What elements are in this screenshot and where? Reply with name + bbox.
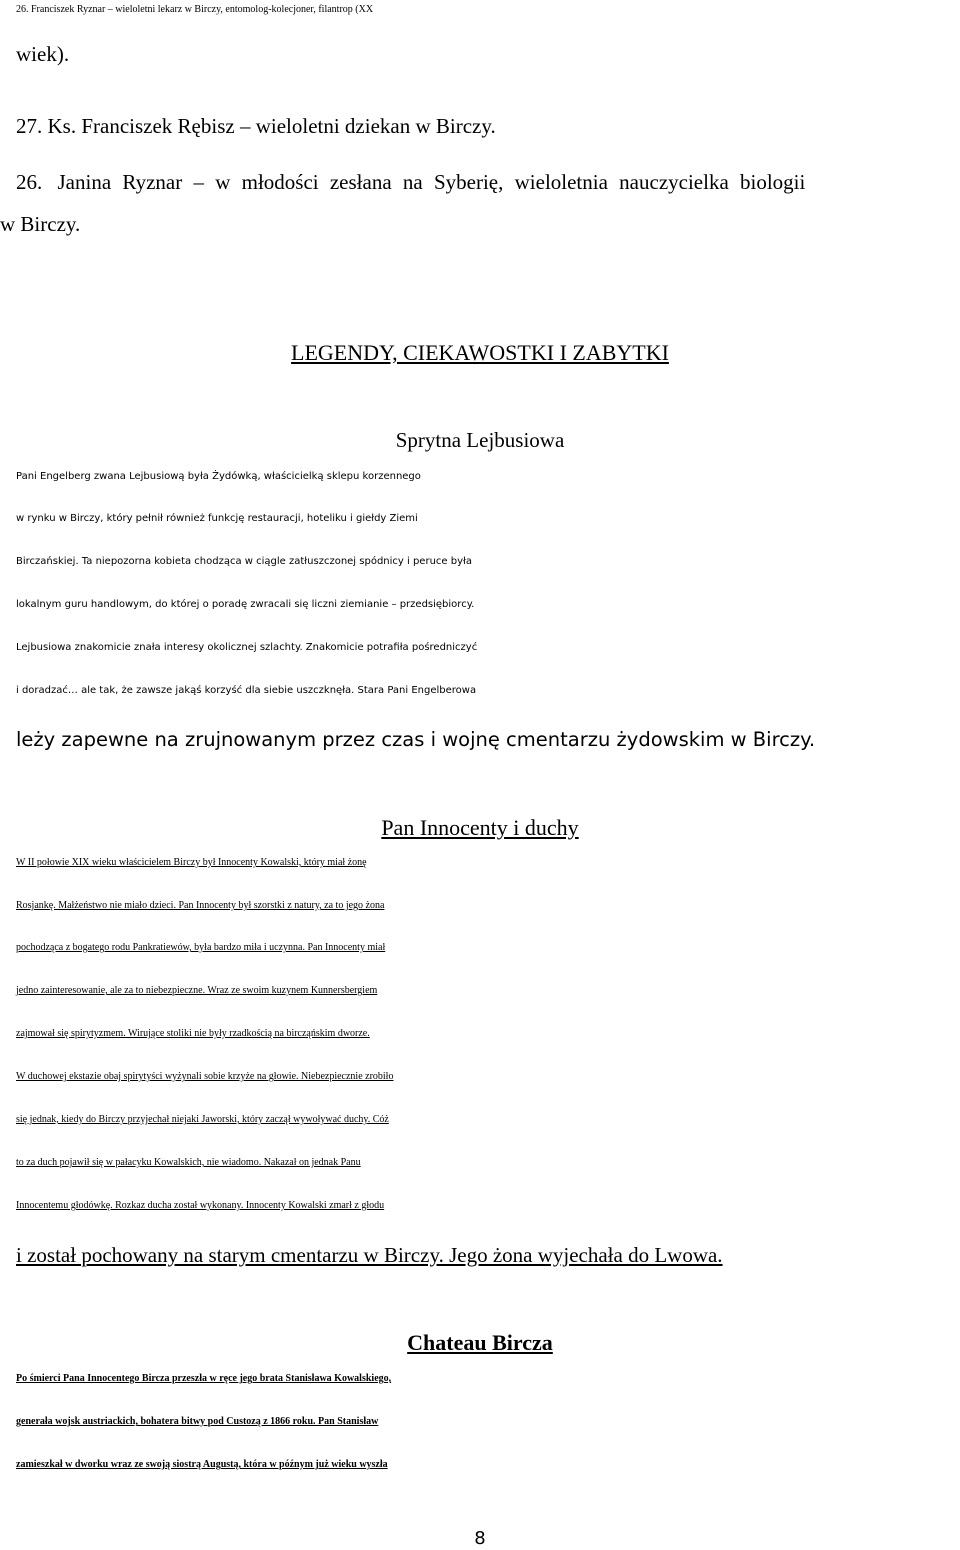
legend1-line: Pani Engelberg zwana Lejbusiową była Żydówką, właścicielką sklepu korzennego <box>16 471 421 482</box>
list-item-26-janina <box>16 170 956 195</box>
legend2-line: Rosjankę. Małżeństwo nie miało dzieci. Pan Innocenty był szorstki z natury, za to jego żona <box>16 900 385 911</box>
list-item-26-ryznar-line1: 26. Franciszek Ryznar – wieloletni lekarz w Birczy, entomolog-kolecjoner, filantrop (XX <box>16 4 374 15</box>
legend2-line: zajmował się spirytyzmem. Wirujące stoliki nie były rzadkością na bircząńskim dworze. <box>16 1028 370 1039</box>
legend2-line: jedno zainteresowanie, ale za to niebezpieczne. Wraz ze swoim kuzynem Kunnersbergiem <box>16 985 378 996</box>
legend1-line: Birczańskiej. Ta niepozorna kobieta chodząca w ciągle zatłuszczonej spódnicy i peruce była <box>16 556 472 567</box>
legend3-line: zamieszkał w dworku wraz ze swoją siostrą Augustą, która w późnym już wieku wyszła <box>16 1459 388 1470</box>
list-item-27-rebisz: 27. Ks. Franciszek Rębisz – wieloletni dziekan w Birczy. <box>16 114 496 138</box>
section-title: LEGENDY, CIEKAWOSTKI I ZABYTKI <box>291 340 669 365</box>
legend2-line: W duchowej ekstazie obaj spirytyści wyżynali sobie krzyże na głowie. Niebezpiecznie zrobiło <box>16 1071 394 1082</box>
list-item-26-ryznar-line2: wiek). <box>16 42 70 66</box>
legend2-line: pochodząca z bogatego rodu Pankratiewów, była bardzo miła i uczynna. Pan Innocenty miał <box>16 942 386 953</box>
legend3-line: generała wojsk austriackich, bohatera bitwy pod Custozą z 1866 roku. Pan Stanisław <box>16 1416 379 1427</box>
legend2-line: i został pochowany na starym cmentarzu w Birczy. Jego żona wyjechała do Lwowa. <box>16 1243 723 1267</box>
legend2-line: się jednak, kiedy do Birczy przyjechał niejaki Jaworski, który zaczął wywoływać duchy. Cóż <box>16 1114 389 1125</box>
legend2-line: W II połowie XIX wieku właścicielem Birczy był Innocenty Kowalski, który miał żonę <box>16 857 367 868</box>
legend1-line: lokalnym guru handlowym, do której o poradę zwracali się liczni ziemianie – przedsiębiorcy. <box>16 599 475 610</box>
legend1-line: Lejbusiowa znakomicie znała interesy okolicznej szlachty. Znakomicie potrafiła pośredniczyć <box>16 642 478 653</box>
legend2-line: Innocentemu głodówkę. Rozkaz ducha został wykonany. Innocenty Kowalski zmarł z głodu <box>16 1200 385 1211</box>
legend3-line: Po śmierci Pana Innocentego Bircza przeszła w ręce jego brata Stanisława Kowalskiego, <box>16 1373 392 1384</box>
legend1-line: w rynku w Birczy, który pełnił również funkcję restauracji, hoteliku i giełdy Ziemi <box>16 513 418 524</box>
legend2-line: to za duch pojawił się w pałacyku Kowalskich, nie wiadomo. Nakazał on jednak Panu <box>16 1157 361 1168</box>
page-number: 8 <box>474 1528 486 1549</box>
legend1-title: Sprytna Lejbusiowa <box>395 428 565 452</box>
legend3-title: Chateau Bircza <box>407 1330 553 1355</box>
legend1-line: i doradzać… ale tak, że zawsze jakąś korzyść dla siebie uszczknęła. Stara Pani Engelberowa <box>16 685 477 696</box>
legend2-title: Pan Innocenty i duchy <box>381 815 579 840</box>
list-item-number: 26. <box>16 170 43 194</box>
legend1-line: leży zapewne na zrujnowanym przez czas i wojnę cmentarzu żydowskim w Birczy. <box>16 728 816 751</box>
list-item-janina-text: Janina Ryznar – w młodości zesłana na Syberię, wieloletnia nauczycielka biologii <box>46 170 806 194</box>
list-item-26-janina-line2: w Birczy. <box>0 212 81 236</box>
